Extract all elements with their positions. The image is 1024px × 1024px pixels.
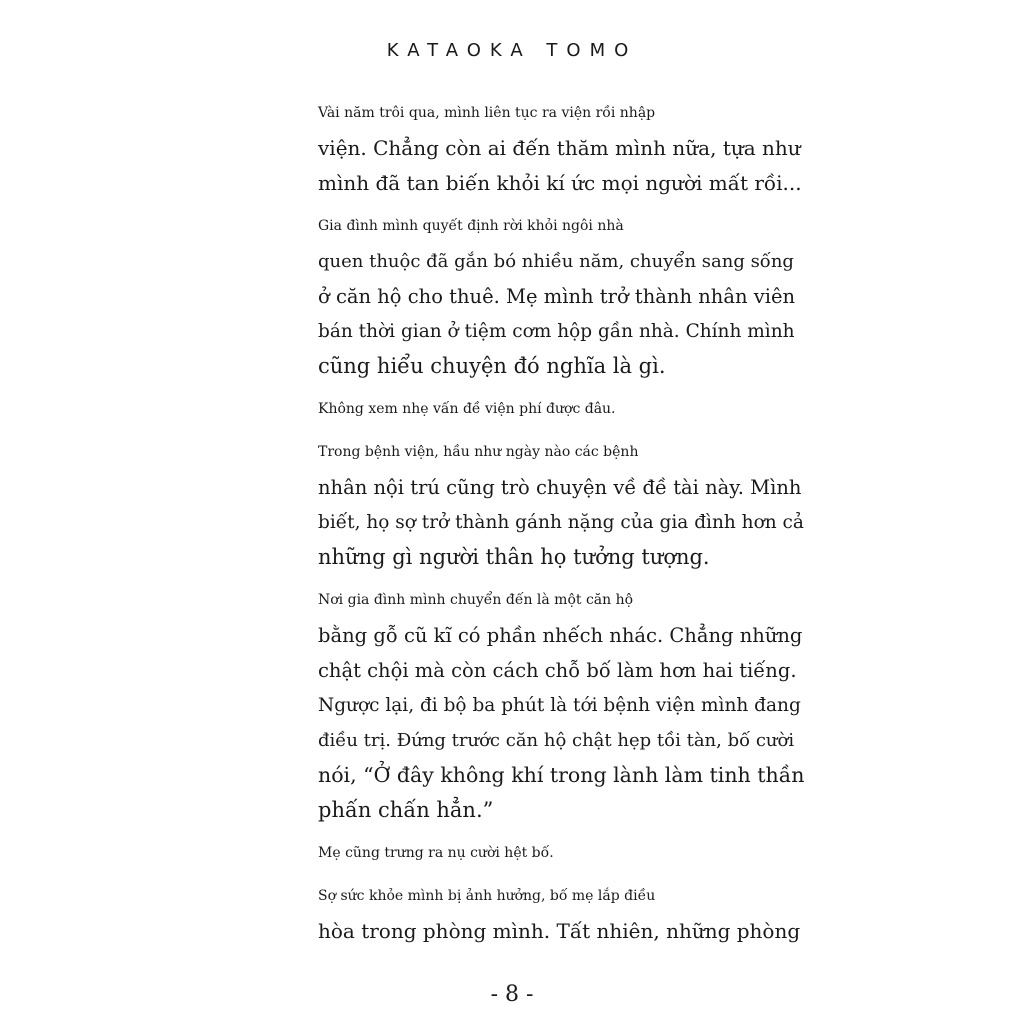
paragraph-1	[278, 96, 804, 201]
text-line: Nơi gia đình mình chuyển đến là một căn hộ	[318, 592, 634, 608]
body-text	[278, 96, 804, 957]
text-line: Gia đình mình quyết định rời khỏi ngôi nhà	[318, 218, 624, 234]
text-line: hòa trong phòng mình. Tất nhiên, những phòng	[318, 919, 801, 943]
text-line: Sợ sức khỏe mình bị ảnh hưởng, bố mẹ lắp điều	[318, 888, 656, 904]
text-line: quen thuộc đã gắn bó nhiều năm, chuyển sang sống	[318, 251, 794, 272]
text-line: nhân nội trú cũng trò chuyện về đề tài này. Mình	[318, 476, 802, 499]
text-line: Trong bệnh viện, hầu như ngày nào các bệnh	[318, 444, 639, 460]
text-line: Mẹ cũng trưng ra nụ cười hệt bố.	[318, 845, 554, 861]
paragraph-3	[278, 392, 804, 427]
paragraph-2	[278, 209, 804, 384]
text-line: viện. Chẳng còn ai đến thăm mình nữa, tựa như	[318, 136, 801, 160]
running-head-author: KATAOKA TOMO	[386, 40, 638, 61]
text-line: điều trị. Đứng trước căn hộ chật hẹp tồi tàn, bố cười	[318, 730, 795, 751]
paragraph-4	[278, 435, 804, 575]
text-line: Vài năm trôi qua, mình liên tục ra viện rồi nhập	[318, 105, 656, 121]
text-line: biết, họ sợ trở thành gánh nặng của gia đình hơn cả	[318, 512, 804, 533]
text-line: bằng gỗ cũ kĩ có phần nhếch nhác. Chẳng những	[318, 624, 803, 647]
paragraph-7	[278, 879, 804, 949]
text-line: ở căn hộ cho thuê. Mẹ mình trở thành nhân viên	[318, 285, 796, 308]
paragraph-6	[278, 836, 804, 871]
page-number: - 8 -	[490, 982, 534, 1007]
text-line: bán thời gian ở tiệm cơm hộp gần nhà. Chính mình	[318, 321, 795, 342]
text-line: những gì người thân họ tưởng tượng.	[318, 545, 710, 569]
paragraph-5	[278, 583, 804, 828]
text-line: Không xem nhẹ vấn đề viện phí được đâu.	[318, 401, 616, 417]
text-line: phấn chấn hẳn.”	[318, 798, 494, 822]
text-line: Ngược lại, đi bộ ba phút là tới bệnh viện mình đang	[318, 695, 801, 716]
text-line: mình đã tan biến khỏi kí ức mọi người mất rồi...	[318, 171, 802, 195]
text-line: nói, “Ở đây không khí trong lành làm tinh thần	[318, 763, 805, 787]
text-line: chật chội mà còn cách chỗ bố làm hơn hai tiếng.	[318, 659, 797, 682]
text-line: cũng hiểu chuyện đó nghĩa là gì.	[318, 354, 666, 378]
